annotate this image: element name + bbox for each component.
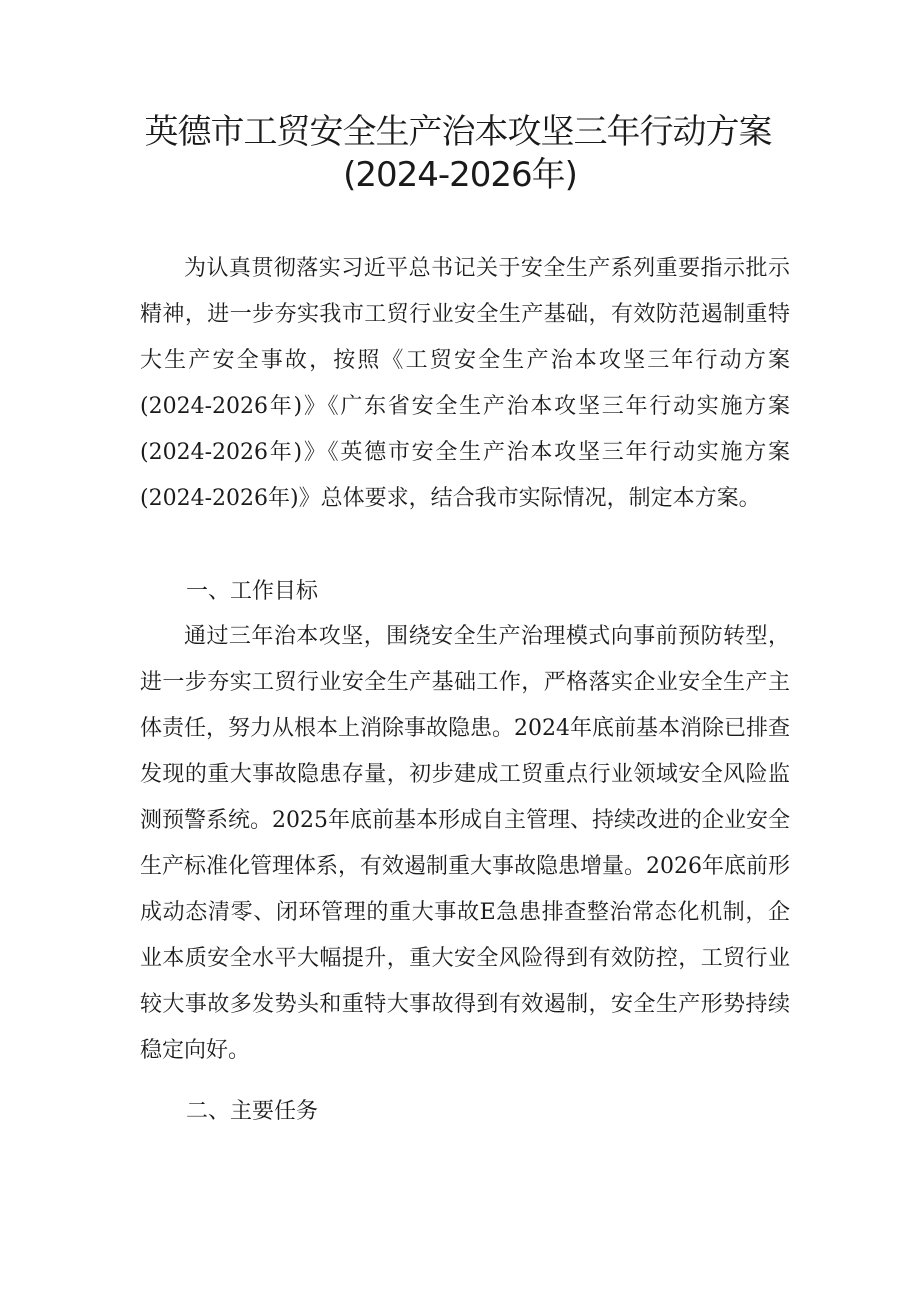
section-heading-work-goals: 一、工作目标 [186,579,319,604]
document-title-years: (2024-2026年) [343,155,577,195]
intro-paragraph: 为认真贯彻落实习近平总书记关于安全生产系列重要指示批示精神，进一步夯实我市工贸行业安全生产基础，有效防范遏制重特大生产安全事故，按照《工贸安全生产治本攻坚三年行动方案(2024-2026年)》《广东省安全生产治本攻坚三年行动实施方案(2024-2026年)》《英德市安全生产治本攻坚三年行动实施方案(2024-2026年)》总体要求，结合我市实际情况，制定本方案。 [140,256,790,511]
work-goals-paragraph: 通过三年治本攻坚，围绕安全生产治理模式向事前预防转型，进一步夯实工贸行业安全生产基础工作，严格落实企业安全生产主体责任，努力从根本上消除事故隐患。2024年底前基本消除已排查发现的重大事故隐患存量，初步建成工贸重点行业领域安全风险监测预警系统。2025年底前基本形成自主管理、持续改进的企业安全生产标准化管理体系，有效遏制重大事故隐患增量。2026年底前形成动态清零、闭环管理的重大事故E急患排查整治常态化机制，企业本质安全水平大幅提升，重大安全风险得到有效防控，工贸行业较大事故多发势头和重特大事故得到有效遏制，安全生产形势持续稳定向好。 [140,624,790,1063]
section-heading-main-tasks: 二、主要任务 [186,1099,319,1124]
document-title: 英德市工贸安全生产治本攻坚三年行动方案 [144,112,772,152]
